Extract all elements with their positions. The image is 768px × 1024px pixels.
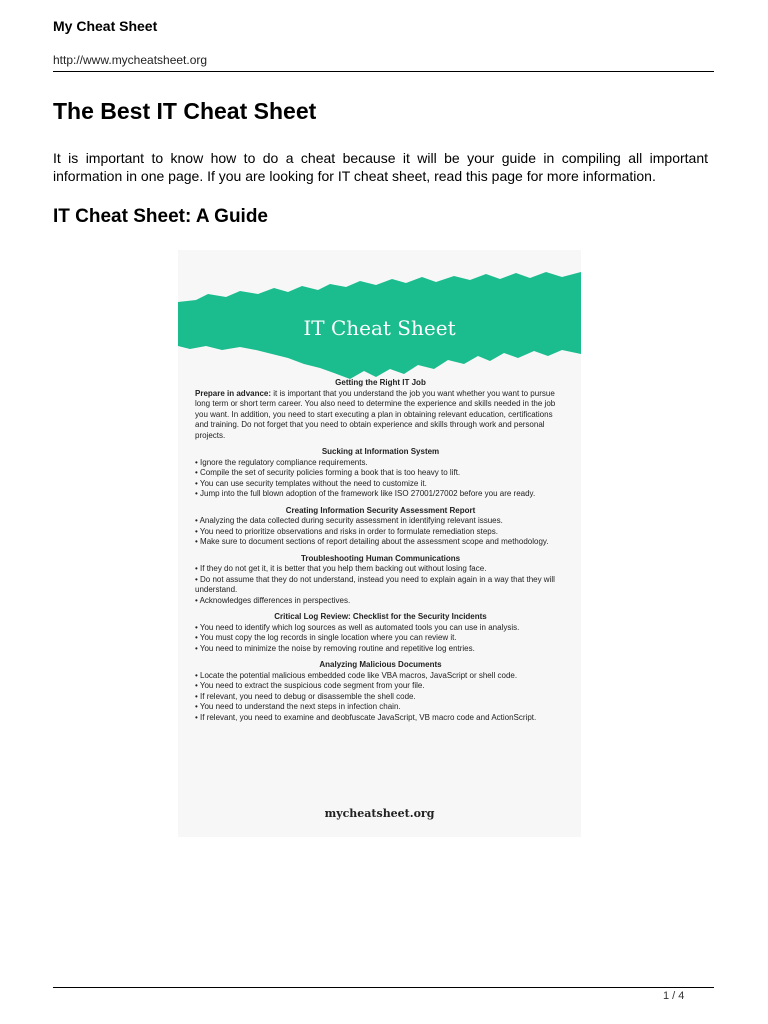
poster-bullet: • Compile the set of security policies forming a book that is too heavy to lift. <box>195 468 461 477</box>
poster-section-heading: Getting the Right IT Job <box>335 378 426 387</box>
poster-title: IT Cheat Sheet <box>303 316 456 340</box>
poster-lead-label: Prepare in advance: <box>195 388 272 398</box>
poster-lead-paragraph <box>195 389 566 442</box>
poster-bullet: • Acknowledges differences in perspectives. <box>195 595 351 605</box>
poster-bullet: • Ignore the regulatory compliance requirements. <box>195 457 368 467</box>
footer-divider <box>53 987 714 988</box>
poster-bullet: • You need to understand the next steps in infection chain. <box>195 702 401 711</box>
poster-bullet: • You need to prioritize observations and risks in order to formulate remediation steps. <box>195 526 498 536</box>
poster-bullet: • You can use security templates without the need to customize it. <box>195 478 427 488</box>
poster-bullet: • Jump into the full blown adoption of the framework like ISO 27001/27002 before you are ready. <box>195 489 536 498</box>
cheat-sheet-poster <box>178 250 581 837</box>
section-heading: IT Cheat Sheet: A Guide <box>53 206 269 227</box>
poster-bullet: • If they do not get it, it is better that you help them backing out without losing face. <box>195 564 487 573</box>
page-number: 1 / 4 <box>663 990 685 1002</box>
poster-bullet: • You need to minimize the noise by removing routine and repetitive log entries. <box>195 643 475 653</box>
header-divider <box>53 71 714 72</box>
poster-bullet: • Locate the potential malicious embedded code like VBA macros, JavaScript or shell code. <box>195 670 518 680</box>
poster-bullet: • You need to extract the suspicious code segment from your file. <box>195 681 425 690</box>
poster-section-heading: Sucking at Information System <box>321 447 440 456</box>
poster-section-heading: Critical Log Review: Checklist for the Security Incidents <box>274 612 487 621</box>
poster-bullet: • Do not assume that they do not understand, instead you need to explain again in a way that they will understand. <box>195 574 555 594</box>
poster-bullet: • If relevant, you need to examine and deobfuscate JavaScript, VB macro code and ActionScript. <box>195 712 537 722</box>
poster-bullet: • Analyzing the data collected during security assessment in identifying relevant issues. <box>195 516 503 525</box>
poster-section-heading: Troubleshooting Human Communications <box>300 553 461 563</box>
poster-body <box>195 378 566 723</box>
poster-bullet: • You must copy the log records in single location where you can review it. <box>195 633 457 642</box>
site-url[interactable]: http://www.mycheatsheet.org <box>53 53 208 67</box>
poster-bullet: • Make sure to document sections of report detailing about the assessment scope and methodology. <box>195 537 549 546</box>
poster-section-heading: Analyzing Malicious Documents <box>319 660 442 669</box>
intro-paragraph: It is important to know how to do a cheat because it will be your guide in compiling all important information in one page. If you are looking for IT cheat sheet, read this page for more information. <box>53 150 708 184</box>
poster-footer-brand: mycheatsheet.org <box>324 807 435 820</box>
poster-bullet: • You need to identify which log sources as well as automated tools you can use in analysis. <box>195 622 520 632</box>
site-name: My Cheat Sheet <box>53 18 158 34</box>
poster-lead-text: it is important that you understand the job you want whether you want to pursue long term or short term career. You also need to determine the experience and skills needed in the job you want. In addition, you need to start executing a plan in obtaining relevant education, certifications and training. Do not forget that you need to obtain experience and skills through work and personal projects. <box>195 388 556 440</box>
page-title: The Best IT Cheat Sheet <box>53 98 317 124</box>
poster-bullet: • If relevant, you need to debug or disassemble the shell code. <box>195 691 416 701</box>
poster-section-heading: Creating Information Security Assessment Report <box>285 505 476 515</box>
